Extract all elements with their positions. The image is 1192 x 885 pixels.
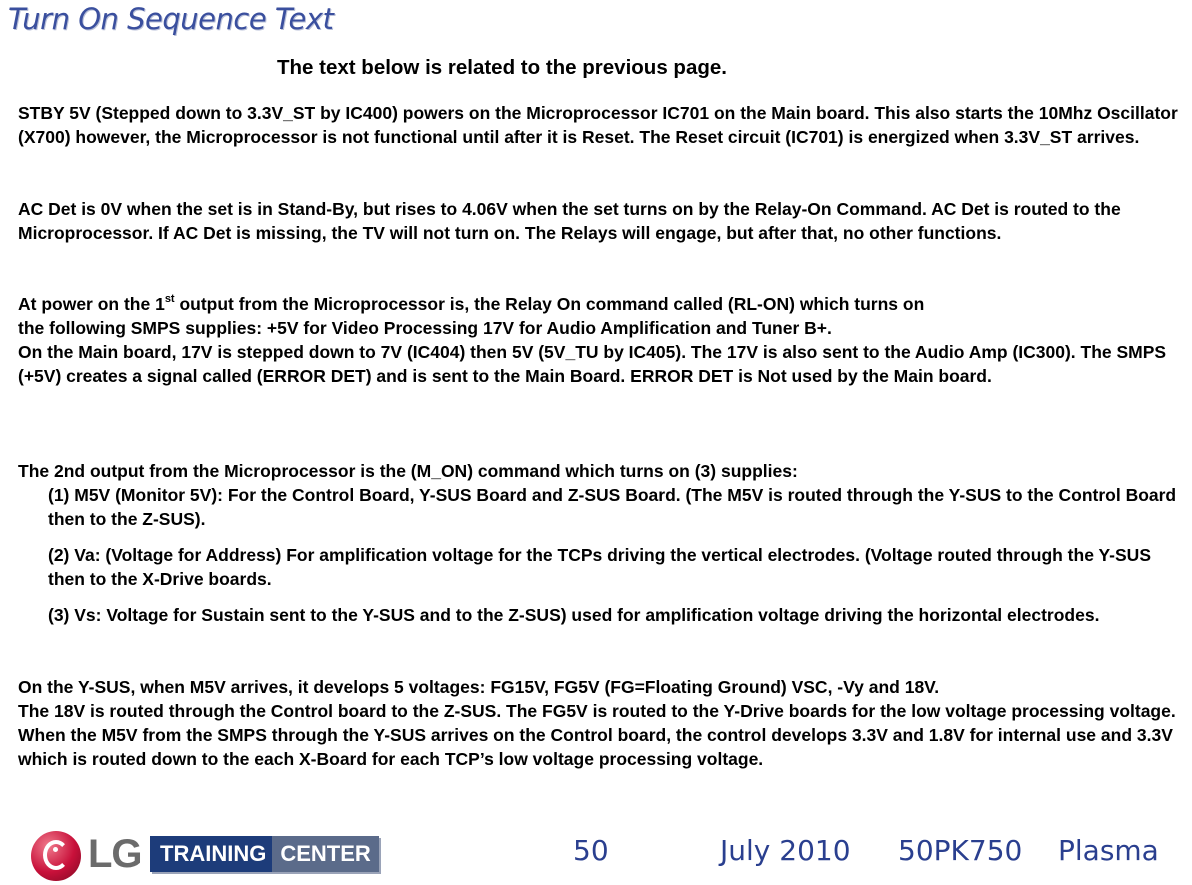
list-item-m5v: (1) M5V (Monitor 5V): For the Control Board, Y-SUS Board and Z-SUS Board. (The M5V is routed through the Y-SUS to the Control Board then to the Z-SUS). xyxy=(48,485,1177,529)
lg-logo-text: LG xyxy=(88,832,142,876)
paragraph-stby: STBY 5V (Stepped down to 3.3V_ST by IC400) powers on the Microprocessor IC701 on the Main board. This also starts the 10Mhz Oscillator (X700) however, the Microprocessor is not functional until after it is Reset. The Reset circuit (IC701) is energized when 3.3V_ST arrives. xyxy=(18,103,1178,147)
relay-on-line-3: On the Main board, 17V is stepped down to 7V (IC404) then 5V (5V_TU by IC405). The 17V is also sent to the Audio Amp (IC300). The SMPS (+5V) creates a signal called (ERROR DET) and is sent to the Main Board. ERROR DET is Not used by the Main board. xyxy=(18,342,1167,386)
relay-on-line-1: At power on the 1st output from the Microprocessor is, the Relay On command called (RL-ON) which turns on xyxy=(18,293,925,314)
y-sus-line-3: When the M5V from the SMPS through the Y-SUS arrives on the Control board, the control develops 3.3V and 1.8V for internal use and 3.3V which is routed down to the each X-Board for each TCP’s low voltage processing voltage. xyxy=(18,725,1173,769)
paragraph-ac-det: AC Det is 0V when the set is in Stand-By, but rises to 4.06V when the set turns on by the Relay-On Command. AC Det is routed to the Microprocessor. If AC Det is missing, the TV will not turn on. The Relays will engage, but after that, no other functions. xyxy=(18,199,1121,243)
page-title: Turn On Sequence Text xyxy=(8,2,334,36)
footer-type: Plasma xyxy=(1058,834,1159,867)
list-item-va: (2) Va: (Voltage for Address) For amplification voltage for the TCPs driving the vertical electrodes. (Voltage routed through the Y-SUS then to the X-Drive boards. xyxy=(48,545,1151,589)
training-label: TRAINING xyxy=(150,836,272,872)
lg-logo-face-icon xyxy=(43,840,69,870)
y-sus-line-1: On the Y-SUS, when M5V arrives, it develops 5 voltages: FG15V, FG5V (FG=Floating Ground) VSC, -Vy and 18V. xyxy=(18,677,940,697)
footer-model: 50PK750 xyxy=(898,834,1023,867)
lg-logo-eye-icon xyxy=(53,847,58,852)
center-label: CENTER xyxy=(272,836,378,872)
paragraph-y-sus xyxy=(18,675,1178,771)
page-number: 50 xyxy=(573,834,609,867)
footer-date: July 2010 xyxy=(720,834,851,867)
paragraph-m-on: The 2nd output from the Microprocessor is the (M_ON) command which turns on (3) supplies: xyxy=(18,461,798,481)
page-subtitle: The text below is related to the previous page. xyxy=(277,56,727,79)
training-center-badge xyxy=(150,836,379,872)
paragraph-relay-on xyxy=(18,292,1178,388)
footer xyxy=(0,828,1192,885)
y-sus-line-2: The 18V is routed through the Control board to the Z-SUS. The FG5V is routed to the Y-Drive boards for the low voltage processing voltage. xyxy=(18,701,1176,721)
relay-on-line-2: the following SMPS supplies: +5V for Video Processing 17V for Audio Amplification and Tuner B+. xyxy=(18,318,832,338)
list-item-vs: (3) Vs: Voltage for Sustain sent to the Y-SUS and to the Z-SUS) used for amplification voltage driving the horizontal electrodes. xyxy=(48,605,1100,625)
